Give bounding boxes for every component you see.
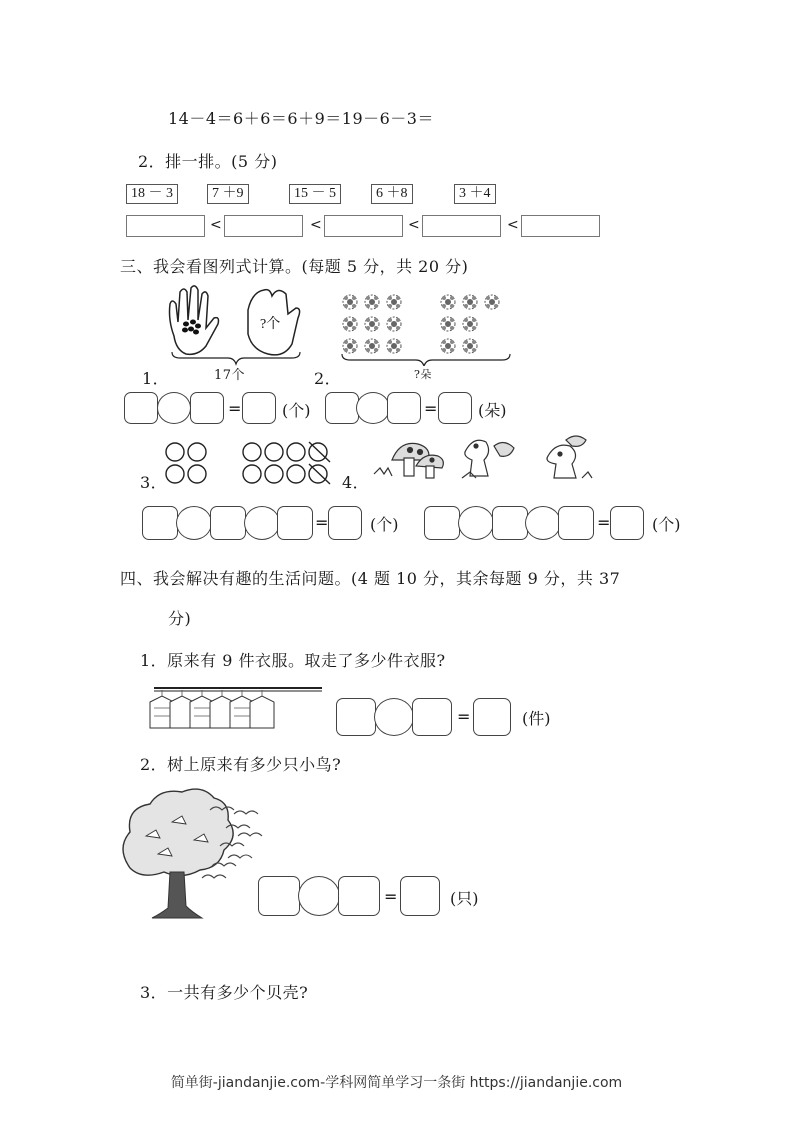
result-box[interactable]	[328, 506, 362, 540]
unit-label: (个)	[370, 515, 399, 534]
less-than-sign: <	[210, 217, 222, 233]
answer-box[interactable]	[325, 392, 359, 424]
result-box[interactable]	[242, 392, 276, 424]
operator-circle[interactable]	[525, 506, 561, 540]
sort-answer-box-4[interactable]	[422, 215, 501, 237]
answer-box[interactable]	[277, 506, 313, 540]
answer-box[interactable]	[424, 506, 460, 540]
mushroom-animals-illustration	[370, 430, 602, 486]
operator-circle[interactable]	[298, 876, 340, 916]
answer-box[interactable]	[258, 876, 300, 916]
operator-circle[interactable]	[458, 506, 494, 540]
operator-circle[interactable]	[157, 392, 191, 424]
answer-box[interactable]	[142, 506, 178, 540]
less-than-sign: <	[408, 217, 420, 233]
sort-answer-box-3[interactable]	[324, 215, 403, 237]
flowers-total-label: ?朵	[414, 368, 432, 381]
birds-question: 2．树上原来有多少只小鸟?	[140, 755, 342, 774]
equals-sign: =	[457, 707, 471, 726]
shells-question: 3．一共有多少个贝壳?	[140, 983, 309, 1002]
answer-box[interactable]	[492, 506, 528, 540]
sort-item-4: 6 ＋8	[371, 184, 413, 204]
sort-item-5: 3 ＋4	[454, 184, 496, 204]
clothes-illustration	[144, 684, 324, 736]
answer-box[interactable]	[190, 392, 224, 424]
section-4-title: 四、我会解决有趣的生活问题。(4 题 10 分，其余每题 9 分，共 37	[120, 569, 621, 588]
unit-label: (只)	[450, 889, 479, 908]
sort-item-1: 18 － 3	[126, 184, 178, 204]
top-equation-line: 14－4＝6＋6＝6＋9＝19－6－3＝	[168, 109, 434, 128]
answer-box[interactable]	[558, 506, 594, 540]
answer-box[interactable]	[336, 698, 376, 736]
answer-box[interactable]	[387, 392, 421, 424]
answer-box[interactable]	[338, 876, 380, 916]
result-box[interactable]	[438, 392, 472, 424]
answer-box[interactable]	[412, 698, 452, 736]
q1-number: 1．	[142, 369, 170, 388]
sort-answer-box-1[interactable]	[126, 215, 205, 237]
flowers-illustration	[338, 290, 516, 366]
sort-question-title: 2．排一排。(5 分)	[138, 152, 278, 171]
sort-item-3: 15 － 5	[289, 184, 341, 204]
unit-label: (件)	[522, 709, 551, 728]
section-3-title: 三、我会看图列式计算。(每题 5 分，共 20 分)	[120, 257, 469, 276]
hand-question-label: ?个	[260, 317, 281, 332]
operator-circle[interactable]	[374, 698, 414, 736]
result-box[interactable]	[610, 506, 644, 540]
q3-number: 3．	[140, 473, 168, 492]
equals-sign: =	[597, 513, 611, 532]
tree-birds-illustration	[116, 784, 264, 924]
hands-total-label: 17个	[214, 368, 246, 383]
unit-label: (个)	[282, 401, 311, 420]
operator-circle[interactable]	[244, 506, 280, 540]
q4-number: 4．	[342, 473, 370, 492]
answer-box[interactable]	[124, 392, 158, 424]
less-than-sign: <	[507, 217, 519, 233]
less-than-sign: <	[310, 217, 322, 233]
operator-circle[interactable]	[356, 392, 390, 424]
unit-label: (朵)	[478, 401, 507, 420]
equals-sign: =	[228, 399, 242, 418]
operator-circle[interactable]	[176, 506, 212, 540]
sort-answer-box-2[interactable]	[224, 215, 303, 237]
q2-number: 2．	[314, 369, 342, 388]
clothes-question: 1．原来有 9 件衣服。取走了多少件衣服?	[140, 651, 446, 670]
circles-illustration	[164, 440, 344, 488]
answer-box[interactable]	[210, 506, 246, 540]
equals-sign: =	[384, 887, 398, 906]
equals-sign: =	[315, 513, 329, 532]
equals-sign: =	[424, 399, 438, 418]
unit-label: (个)	[652, 515, 681, 534]
sort-item-2: 7 ＋9	[207, 184, 249, 204]
result-box[interactable]	[473, 698, 511, 736]
page-footer: 简单街-jiandanjie.com-学科网简单学习一条街 https://jiandanjie.com	[170, 1075, 623, 1091]
result-box[interactable]	[400, 876, 440, 916]
section-4-title-cont: 分)	[168, 609, 192, 628]
sort-answer-box-5[interactable]	[521, 215, 600, 237]
